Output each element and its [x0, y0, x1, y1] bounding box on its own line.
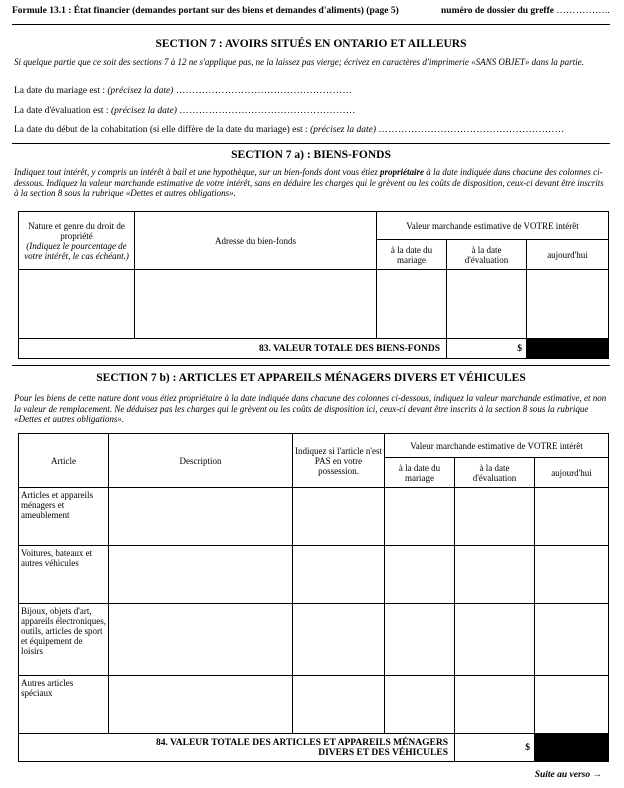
valuation-value-cell[interactable] — [455, 604, 535, 676]
today-value-cell[interactable] — [535, 676, 609, 734]
table-row — [19, 676, 609, 734]
household-items-table — [18, 433, 609, 762]
marriage-value-cell[interactable] — [385, 488, 455, 546]
table-row — [19, 604, 609, 676]
section-7-rule — [12, 143, 610, 144]
today-column-header: aujourd'hui — [527, 240, 609, 270]
valuation-date-field[interactable]: ……………………………………………… — [179, 106, 356, 116]
cohabitation-date-line — [14, 125, 610, 135]
today-value-cell[interactable] — [535, 546, 609, 604]
value-group-header: Valeur marchande estimative de VOTRE intérêt — [385, 434, 609, 458]
court-file-field[interactable]: …………….. — [556, 6, 610, 16]
marriage-column-header: à la date du mariage — [385, 458, 455, 488]
valuation-column-header: à la date d'évaluation — [447, 240, 527, 270]
marriage-column-header: à la date du mariage — [377, 240, 447, 270]
article-label-cell: Bijoux, objets d'art, appareils électroniques, outils, articles de sport et équipement de loisirs — [19, 604, 109, 676]
possession-cell[interactable] — [293, 546, 385, 604]
total-real-property-label: 83. VALEUR TOTALE DES BIENS-FONDS — [135, 339, 447, 359]
description-cell[interactable] — [109, 676, 293, 734]
marriage-date-hint: (précisez la date) — [107, 86, 174, 96]
table-row — [19, 488, 609, 546]
section-7b-title: SECTION 7 b) : ARTICLES ET APPAREILS MÉNAGERS DIVERS ET VÉHICULES — [96, 372, 526, 384]
today-value-cell[interactable] — [535, 604, 609, 676]
today-value-cell[interactable] — [527, 270, 609, 339]
nature-cell[interactable] — [19, 270, 135, 339]
total-blank-cell — [19, 339, 135, 359]
today-value-cell[interactable] — [535, 488, 609, 546]
section-7a-instruction — [14, 167, 610, 199]
court-file-number — [441, 6, 610, 16]
table-row — [19, 270, 609, 339]
total-real-property-field[interactable]: $ — [447, 339, 527, 359]
section-7a-rule — [12, 365, 610, 366]
section-7-title: SECTION 7 : AVOIRS SITUÉS EN ONTARIO ET AILLEURS — [155, 38, 467, 50]
address-cell[interactable] — [135, 270, 377, 339]
value-group-header: Valeur marchande estimative de VOTRE intérêt — [377, 212, 609, 240]
header-rule — [12, 24, 610, 25]
court-file-label: numéro de dossier du greffe — [441, 6, 554, 16]
form-title: Formule 13.1 : État financier (demandes portant sur des biens et demandes d'aliments) (page 5) — [12, 6, 399, 16]
cohabitation-date-label: La date du début de la cohabitation (si elle diffère de la date du mariage) est : — [14, 125, 311, 135]
total-household-label-line1: 84. VALEUR TOTALE DES ARTICLES ET APPAREILS MÉNAGERS — [156, 737, 448, 748]
cohabitation-date-field[interactable]: ………………………………………………… — [378, 125, 565, 135]
real-property-table — [18, 211, 609, 359]
section-7-instruction: Si quelque partie que ce soit des sections 7 à 12 ne s'applique pas, ne la laissez pas vierge; écrivez en caractères d'imprimerie «SANS OBJET» dans la partie. — [14, 57, 584, 67]
valuation-date-line — [14, 106, 610, 116]
description-cell[interactable] — [109, 546, 293, 604]
total-household-label — [109, 734, 455, 762]
marriage-date-label: La date du mariage est : — [14, 86, 108, 96]
blacked-out-cell — [527, 339, 609, 359]
possession-cell[interactable] — [293, 676, 385, 734]
possession-cell[interactable] — [293, 488, 385, 546]
marriage-value-cell[interactable] — [385, 546, 455, 604]
description-cell[interactable] — [109, 604, 293, 676]
table-row — [19, 546, 609, 604]
total-row — [19, 734, 609, 762]
marriage-date-field[interactable]: ……………………………………………… — [175, 86, 353, 96]
nature-header-label: Nature et genre du droit de propriété — [28, 220, 125, 241]
article-label-cell: Articles et appareils ménagers et ameublement — [19, 488, 109, 546]
valuation-date-hint: (précisez la date) — [110, 106, 177, 116]
description-column-header: Description — [109, 434, 293, 488]
total-household-field[interactable]: $ — [455, 734, 535, 762]
valuation-value-cell[interactable] — [455, 546, 535, 604]
section-7a-instruction-part2: à la date indiquée dans chacune des colonnes ci-dessous. Indiquez la valeur marchande estimative de votre intérêt, sans en déduire les charges qui le grèvent ou les coûts de disposition, ceux-ci devant être inscrits à la section 8 sous la rubrique «Dettes et autres obligations». — [14, 167, 604, 198]
section-7a-instruction-emphasis: propriétaire — [379, 167, 424, 177]
section-7a-instruction-part1: Indiquez tout intérêt, y compris un intérêt à bail et une hypothèque, sur un bien-fonds dont vous étiez — [14, 167, 380, 177]
total-household-label-line2: DIVERS ET DES VÉHICULES — [318, 747, 448, 758]
not-in-possession-column-header: Indiquez si l'article n'est PAS en votre possession. — [293, 434, 385, 488]
address-column-header: Adresse du bien-fonds — [135, 212, 377, 270]
total-row — [19, 339, 609, 359]
nature-header-hint: (Indiquez le pourcentage de votre intérêt, le cas échéant.) — [24, 240, 129, 261]
blacked-out-cell — [535, 734, 609, 762]
article-column-header: Article — [19, 434, 109, 488]
valuation-column-header: à la date d'évaluation — [455, 458, 535, 488]
valuation-value-cell[interactable] — [455, 488, 535, 546]
continue-on-reverse-note: Suite au verso → — [534, 770, 602, 780]
marriage-value-cell[interactable] — [377, 270, 447, 339]
cohabitation-date-hint: (précisez la date) — [310, 125, 377, 135]
marriage-value-cell[interactable] — [385, 676, 455, 734]
marriage-date-line — [14, 86, 610, 96]
nature-column-header — [19, 212, 135, 270]
valuation-date-label: La date d'évaluation est : — [14, 106, 111, 116]
marriage-value-cell[interactable] — [385, 604, 455, 676]
total-blank-cell — [19, 734, 109, 762]
valuation-value-cell[interactable] — [447, 270, 527, 339]
section-7a-title: SECTION 7 a) : BIENS-FONDS — [231, 149, 391, 161]
article-label-cell: Voitures, bateaux et autres véhicules — [19, 546, 109, 604]
page-header — [12, 6, 610, 20]
description-cell[interactable] — [109, 488, 293, 546]
today-column-header: aujourd'hui — [535, 458, 609, 488]
possession-cell[interactable] — [293, 604, 385, 676]
article-label-cell: Autres articles spéciaux — [19, 676, 109, 734]
valuation-value-cell[interactable] — [455, 676, 535, 734]
section-7b-instruction: Pour les biens de cette nature dont vous étiez propriétaire à la date indiquée dans chacune des colonnes ci-dessous, indiquez la valeur marchande estimative, et non la valeur de remplacement. Ne déduisez pas les charges qui le grèvent ou les coûts de disposition ici, ceux-ci devant être inscrits à la section 8 sous la rubrique «Dettes et autres obligations». — [14, 393, 607, 424]
